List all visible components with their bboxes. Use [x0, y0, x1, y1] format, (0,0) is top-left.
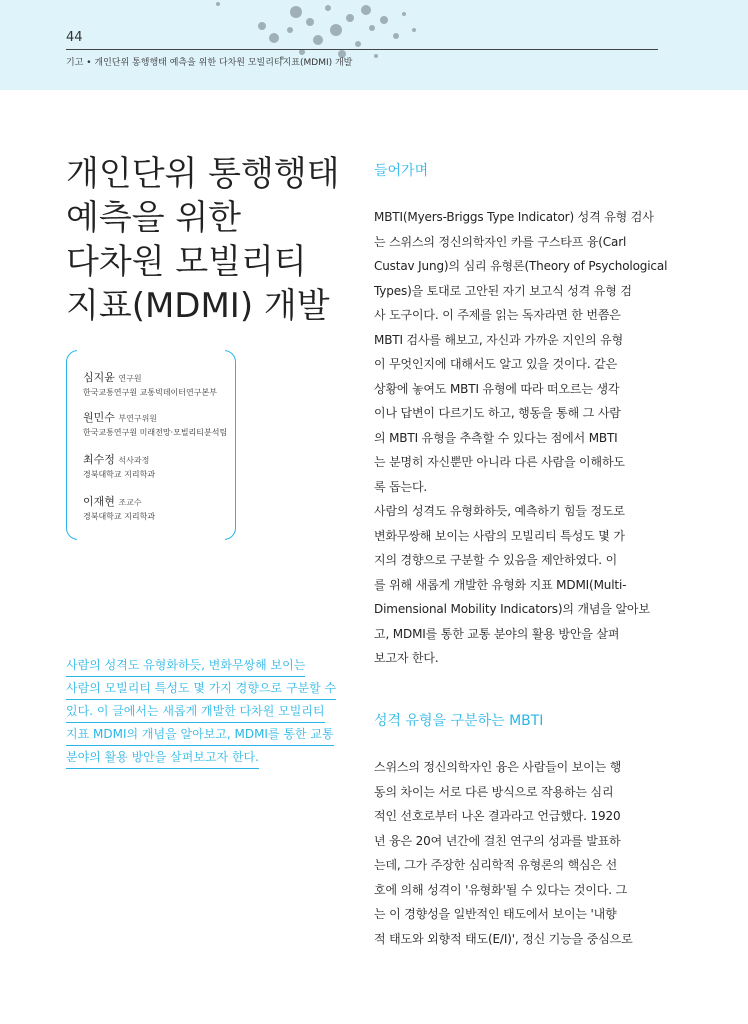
author-2 [83, 409, 227, 438]
summary-line: 사람의 모빌리티 특성도 몇 가지 경향으로 구분할 수 [66, 677, 336, 700]
body-line: 변화무쌍해 보이는 사람의 모빌리티 특성도 몇 가 [374, 528, 625, 543]
section-mbti-body [374, 755, 658, 951]
body-line: 적인 선호로부터 나온 결과라고 언급했다. 1920 [374, 809, 621, 823]
section-mbti-heading-wrap [374, 710, 658, 730]
author-name: 원민수 [83, 411, 115, 424]
section-heading: 들어가며 [374, 163, 429, 179]
body-line: MBTI(Myers-Briggs Type Indicator) 성격 유형 검사 [374, 210, 654, 224]
body-line: 호에 의해 성격이 '유형화'될 수 있다는 것이다. 그 [374, 882, 628, 897]
author-3 [83, 451, 155, 480]
body-line: 년 융은 20여 년간에 걸친 연구의 성과를 발표하 [374, 833, 621, 848]
body-line: 의 MBTI 유형을 추측할 수 있다는 점에서 MBTI [374, 430, 618, 445]
header-divider [66, 49, 658, 50]
body-line: 사람의 성격도 유형화하듯, 예측하기 힘들 정도로 [374, 504, 625, 518]
running-title: 기고 • 개인단위 통행행태 예측을 위한 다차원 모빌리티지표(MDMI) 개발 [66, 58, 353, 68]
title-line: 예측을 위한 [66, 198, 242, 238]
body-line: MBTI 검사를 해보고, 자신과 가까운 지인의 유형 [374, 332, 624, 347]
page-number: 44 [66, 30, 83, 45]
author-name: 심지윤 [83, 371, 115, 384]
body-line: 동의 차이는 서로 다른 방식으로 작용하는 심리 [374, 784, 614, 799]
body-line: 는 스위스의 정신의학자인 카를 구스타프 융(Carl [374, 234, 627, 249]
author-name: 최수정 [83, 453, 115, 466]
body-line: 록 돕는다. [374, 479, 428, 494]
author-affiliation: 경북대학교 지리학과 [83, 512, 156, 521]
summary-line: 분야의 활용 방안을 살펴보고자 한다. [66, 746, 259, 769]
authors-box [66, 350, 236, 540]
author-role: 연구원 [118, 374, 142, 383]
summary-line: 사람의 성격도 유형화하듯, 변화무쌍해 보이는 [66, 654, 305, 677]
author-affiliation: 한국교통연구원 미래전망·모빌리티분석팀 [83, 428, 228, 437]
body-line: 는 이 경향성을 일반적인 태도에서 보이는 '내향 [374, 907, 617, 921]
body-line: 는 분명히 자신뿐만 아니라 다른 사람을 이해하도 [374, 455, 625, 469]
author-affiliation: 경북대학교 지리학과 [83, 470, 156, 479]
title-line: 개인단위 통행행태 [66, 154, 340, 194]
body-line: 를 위해 새롭게 개발한 유형화 지표 MDMI(Multi- [374, 577, 627, 592]
author-role: 석사과정 [118, 456, 150, 465]
body-line: Custav Jung)의 심리 유형론(Theory of Psychological [374, 259, 668, 273]
body-line: 적 태도와 외향적 태도(E/I)', 정신 기능을 중심으로 [374, 931, 633, 946]
author-role: 조교수 [118, 498, 142, 507]
body-line: 고, MDMI를 통한 교통 분야의 활용 방안을 살펴 [374, 626, 620, 641]
body-line: 보고자 한다. [374, 651, 439, 665]
author-role: 부연구위원 [118, 414, 158, 423]
section-heading: 성격 유형을 구분하는 MBTI [374, 713, 544, 729]
body-line: 지의 경향으로 구분할 수 있음을 제안하였다. 이 [374, 553, 618, 567]
body-line: 스위스의 정신의학자인 융은 사람들이 보이는 행 [374, 760, 622, 774]
summary-line: 지표 MDMI의 개념을 알아보고, MDMI를 통한 교통 [66, 723, 334, 746]
body-line: 사 도구이다. 이 주제를 읽는 독자라면 한 번쯤은 [374, 308, 621, 322]
body-line: 상황에 놓여도 MBTI 유형에 따라 떠오르는 생각 [374, 381, 620, 396]
article-title [66, 152, 356, 328]
abstract-summary [66, 654, 351, 769]
author-1 [83, 369, 217, 398]
body-line: Types)을 토대로 고안된 자기 보고식 성격 유형 검 [374, 283, 632, 298]
author-4 [83, 493, 155, 522]
author-affiliation: 한국교통연구원 교통빅데이터연구본부 [83, 388, 217, 397]
title-line: 지표(MDMI) 개발 [66, 286, 330, 326]
author-name: 이재현 [83, 495, 115, 508]
section-intro-heading-wrap [374, 160, 658, 180]
body-line: 이 무엇인지에 대해서도 알고 있을 것이다. 같은 [374, 357, 618, 371]
body-line: 이나 답변이 다르기도 하고, 행동을 통해 그 사람 [374, 406, 621, 420]
section-intro-body [374, 205, 668, 671]
body-line: 는데, 그가 주장한 심리학적 유형론의 핵심은 선 [374, 858, 618, 872]
title-line: 다차원 모빌리티 [66, 242, 307, 282]
summary-line: 있다. 이 글에서는 새롭게 개발한 다차원 모빌리티 [66, 700, 325, 723]
body-line: Dimensional Mobility Indicators)의 개념을 알아보 [374, 602, 650, 616]
